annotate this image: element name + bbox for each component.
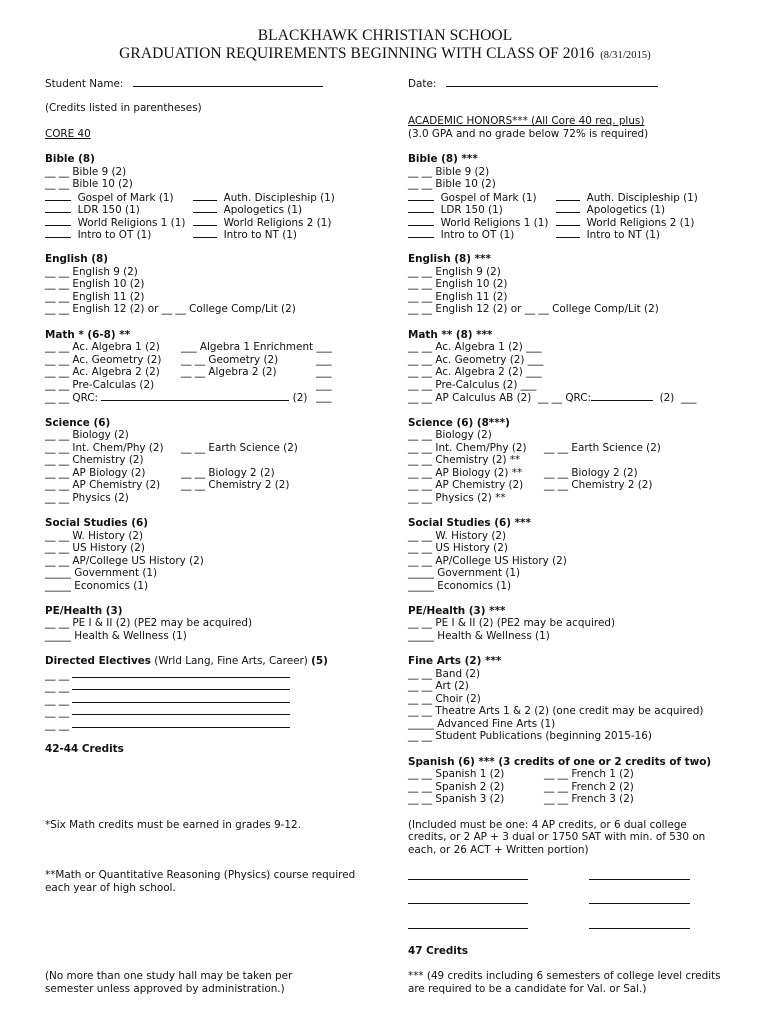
right-bible-9: __ __ Bible 9 (2) bbox=[408, 166, 490, 178]
credits-note: (Credits listed in parentheses) bbox=[45, 102, 202, 114]
right-world-religions-2: World Religions 2 (1) bbox=[556, 216, 694, 230]
left-english-title: English (8) bbox=[45, 253, 108, 265]
left-chemistry-2: __ __ Chemistry 2 (2) bbox=[181, 479, 290, 491]
left-math-blank-3: ___ bbox=[316, 366, 332, 378]
left-economics: _____ Economics (1) bbox=[45, 580, 149, 592]
note-study-hall-2: semester unless approved by administration.) bbox=[45, 983, 285, 995]
left-gospel-mark: Gospel of Mark (1) bbox=[45, 191, 174, 205]
right-ap-calculus: __ __ AP Calculus AB (2) __ __ QRC: (2) ___ bbox=[408, 392, 697, 404]
included-note-3: each, or 26 ACT + Written portion) bbox=[408, 844, 589, 856]
left-ap-biology: __ __ AP Biology (2) bbox=[45, 467, 146, 479]
right-earth-science: __ __ Earth Science (2) bbox=[544, 442, 661, 454]
note-math-qr-2: each year of high school. bbox=[45, 882, 176, 894]
right-gospel-mark: Gospel of Mark (1) bbox=[408, 191, 537, 205]
left-english-10: __ __ English 10 (2) bbox=[45, 278, 145, 290]
valsal-note-1: *** (49 credits including 6 semesters of college level credits bbox=[408, 970, 721, 982]
left-english-9: __ __ English 9 (2) bbox=[45, 266, 138, 278]
left-government: _____ Government (1) bbox=[45, 567, 158, 579]
entry-line[interactable] bbox=[408, 928, 528, 929]
left-total-credits: 42-44 Credits bbox=[45, 743, 124, 755]
right-world-religions-1: World Religions 1 (1) bbox=[408, 216, 548, 230]
entry-line[interactable] bbox=[589, 928, 690, 929]
left-algebra-2: __ __ Algebra 2 (2) bbox=[181, 366, 277, 378]
right-pe: __ __ PE I & II (2) (PE2 may be acquired) bbox=[408, 617, 616, 629]
elective-line[interactable]: __ __ bbox=[45, 680, 290, 694]
right-spanish-3: __ __ Spanish 3 (2) bbox=[408, 793, 505, 805]
left-math-blank-2: ___ bbox=[316, 354, 332, 366]
right-government: _____ Government (1) bbox=[408, 567, 521, 579]
right-w-history: __ __ W. History (2) bbox=[408, 530, 507, 542]
right-spanish-2: __ __ Spanish 2 (2) bbox=[408, 781, 505, 793]
left-bible-10: __ __ Bible 10 (2) bbox=[45, 178, 133, 190]
elective-line[interactable]: __ __ bbox=[45, 668, 290, 682]
right-spanish-1: __ __ Spanish 1 (2) bbox=[408, 768, 505, 780]
included-note-1: (Included must be one: 4 AP credits, or 6 dual college bbox=[408, 819, 687, 831]
right-fine-arts-title: Fine Arts (2) *** bbox=[408, 655, 502, 667]
right-french-1: __ __ French 1 (2) bbox=[544, 768, 634, 780]
honors-subtitle: (3.0 GPA and no grade below 72% is required) bbox=[408, 128, 649, 140]
left-geometry: __ __ Geometry (2) bbox=[181, 354, 279, 366]
entry-line[interactable] bbox=[589, 903, 690, 904]
right-math-title: Math ** (8) *** bbox=[408, 329, 493, 341]
left-precalc: __ __ Pre-Calculas (2) bbox=[45, 379, 155, 391]
right-intro-nt: Intro to NT (1) bbox=[556, 228, 660, 242]
left-bible-9: __ __ Bible 9 (2) bbox=[45, 166, 127, 178]
right-art: __ __ Art (2) bbox=[408, 680, 469, 692]
elective-line[interactable]: __ __ bbox=[45, 693, 290, 707]
left-ap-chemistry: __ __ AP Chemistry (2) bbox=[45, 479, 161, 491]
right-adv-fine-arts: _____ Advanced Fine Arts (1) bbox=[408, 718, 556, 730]
left-chemistry: __ __ Chemistry (2) bbox=[45, 454, 144, 466]
right-health: _____ Health & Wellness (1) bbox=[408, 630, 550, 642]
left-intro-ot: Intro to OT (1) bbox=[45, 228, 151, 242]
right-intro-ot: Intro to OT (1) bbox=[408, 228, 514, 242]
right-choir: __ __ Choir (2) bbox=[408, 693, 481, 705]
left-int-chem: __ __ Int. Chem/Phy (2) bbox=[45, 442, 164, 454]
left-physics: __ __ Physics (2) bbox=[45, 492, 129, 504]
entry-line[interactable] bbox=[408, 903, 528, 904]
right-precalc: __ __ Pre-Calculus (2) ___ bbox=[408, 379, 537, 391]
left-earth-science: __ __ Earth Science (2) bbox=[181, 442, 298, 454]
core-40-title: CORE 40 bbox=[45, 128, 91, 140]
left-science-title: Science (6) bbox=[45, 417, 111, 429]
elective-line[interactable]: __ __ bbox=[45, 705, 290, 719]
honors-title: ACADEMIC HONORS*** (All Core 40 req. plus) bbox=[408, 115, 645, 127]
right-band: __ __ Band (2) bbox=[408, 668, 481, 680]
right-auth-discipleship: Auth. Discipleship (1) bbox=[556, 191, 698, 205]
right-chemistry: __ __ Chemistry (2) ** bbox=[408, 454, 521, 466]
right-biology: __ __ Biology (2) bbox=[408, 429, 492, 441]
left-math-title: Math * (6-8) ** bbox=[45, 329, 131, 341]
right-total-credits: 47 Credits bbox=[408, 945, 469, 957]
document-subtitle: GRADUATION REQUIREMENTS BEGINNING WITH CLASS OF 2016 (8/31/2015) bbox=[119, 45, 651, 62]
left-apologetics: Apologetics (1) bbox=[193, 203, 302, 217]
right-english-title: English (8) *** bbox=[408, 253, 491, 265]
right-french-2: __ __ French 2 (2) bbox=[544, 781, 634, 793]
right-ac-algebra-1: __ __ Ac. Algebra 1 (2) ___ bbox=[408, 341, 542, 353]
included-note-2: credits, or 2 AP + 3 dual or 1750 SAT with min. of 530 on bbox=[408, 831, 706, 843]
left-ac-geometry: __ __ Ac. Geometry (2) bbox=[45, 354, 162, 366]
note-math-qr-1: **Math or Quantitative Reasoning (Physics) course required bbox=[45, 869, 356, 881]
date-field[interactable]: Date: bbox=[408, 77, 658, 91]
right-chemistry-2: __ __ Chemistry 2 (2) bbox=[544, 479, 653, 491]
right-english-9: __ __ English 9 (2) bbox=[408, 266, 501, 278]
elective-line[interactable]: __ __ bbox=[45, 718, 290, 732]
left-ldr-150: LDR 150 (1) bbox=[45, 203, 140, 217]
left-english-11: __ __ English 11 (2) bbox=[45, 291, 145, 303]
right-english-12: __ __ English 12 (2) or __ __ College Comp/Lit (2) bbox=[408, 303, 659, 315]
note-study-hall-1: (No more than one study hall may be taken per bbox=[45, 970, 293, 982]
right-pe-title: PE/Health (3) *** bbox=[408, 605, 506, 617]
left-bible-title: Bible (8) bbox=[45, 153, 95, 165]
right-english-11: __ __ English 11 (2) bbox=[408, 291, 508, 303]
right-language-title: Spanish (6) *** (3 credits of one or 2 credits of two) bbox=[408, 756, 712, 768]
left-pe: __ __ PE I & II (2) (PE2 may be acquired) bbox=[45, 617, 253, 629]
right-us-history: __ __ US History (2) bbox=[408, 542, 508, 554]
left-w-history: __ __ W. History (2) bbox=[45, 530, 144, 542]
right-economics: _____ Economics (1) bbox=[408, 580, 512, 592]
left-health: _____ Health & Wellness (1) bbox=[45, 630, 187, 642]
right-physics: __ __ Physics (2) ** bbox=[408, 492, 506, 504]
right-ac-algebra-2: __ __ Ac. Algebra 2 (2) ___ bbox=[408, 366, 542, 378]
note-six-math: *Six Math credits must be earned in grades 9-12. bbox=[45, 819, 301, 831]
valsal-note-2: are required to be a candidate for Val. or Sal.) bbox=[408, 983, 647, 995]
right-ap-us-history: __ __ AP/College US History (2) bbox=[408, 555, 567, 567]
left-math-blank-4: ___ bbox=[316, 379, 332, 391]
left-biology-2: __ __ Biology 2 (2) bbox=[181, 467, 275, 479]
left-ac-algebra-2: __ __ Ac. Algebra 2 (2) bbox=[45, 366, 160, 378]
left-world-religions-2: World Religions 2 (1) bbox=[193, 216, 331, 230]
left-auth-discipleship: Auth. Discipleship (1) bbox=[193, 191, 335, 205]
left-ap-us-history: __ __ AP/College US History (2) bbox=[45, 555, 204, 567]
left-us-history: __ __ US History (2) bbox=[45, 542, 145, 554]
right-social-title: Social Studies (6) *** bbox=[408, 517, 531, 529]
right-ac-geometry: __ __ Ac. Geometry (2) ___ bbox=[408, 354, 544, 366]
left-algebra-enrichment: ___ Algebra 1 Enrichment ___ bbox=[181, 341, 332, 353]
left-math-blank-5: ___ bbox=[316, 391, 332, 403]
right-ap-chemistry: __ __ AP Chemistry (2) bbox=[408, 479, 524, 491]
left-world-religions-1: World Religions 1 (1) bbox=[45, 216, 185, 230]
left-biology: __ __ Biology (2) bbox=[45, 429, 129, 441]
entry-line[interactable] bbox=[589, 879, 690, 880]
left-ac-algebra-1: __ __ Ac. Algebra 1 (2) bbox=[45, 341, 160, 353]
right-biology-2: __ __ Biology 2 (2) bbox=[544, 467, 638, 479]
left-english-12: __ __ English 12 (2) or __ __ College Comp/Lit (2) bbox=[45, 303, 296, 315]
right-french-3: __ __ French 3 (2) bbox=[544, 793, 634, 805]
right-science-title: Science (6) (8***) bbox=[408, 417, 510, 429]
right-bible-10: __ __ Bible 10 (2) bbox=[408, 178, 496, 190]
left-intro-nt: Intro to NT (1) bbox=[193, 228, 297, 242]
right-ldr-150: LDR 150 (1) bbox=[408, 203, 503, 217]
right-apologetics: Apologetics (1) bbox=[556, 203, 665, 217]
right-int-chem: __ __ Int. Chem/Phy (2) bbox=[408, 442, 527, 454]
right-ap-biology: __ __ AP Biology (2) ** bbox=[408, 467, 523, 479]
right-english-10: __ __ English 10 (2) bbox=[408, 278, 508, 290]
right-theatre: __ __ Theatre Arts 1 & 2 (2) (one credit may be acquired) bbox=[408, 705, 704, 717]
student-name-field[interactable]: Student Name: bbox=[45, 77, 323, 91]
document-date: (8/31/2015) bbox=[600, 50, 651, 61]
left-social-title: Social Studies (6) bbox=[45, 517, 148, 529]
left-pe-title: PE/Health (3) bbox=[45, 605, 123, 617]
right-bible-title: Bible (8) *** bbox=[408, 153, 478, 165]
right-student-publications: __ __ Student Publications (beginning 2015-16) bbox=[408, 730, 652, 742]
left-qrc: __ __ QRC: (2) bbox=[45, 392, 308, 404]
entry-line[interactable] bbox=[408, 879, 528, 880]
left-electives-title: Directed Electives (Wrld Lang, Fine Arts, Career) (5) bbox=[45, 655, 328, 667]
school-title: BLACKHAWK CHRISTIAN SCHOOL bbox=[257, 27, 513, 44]
